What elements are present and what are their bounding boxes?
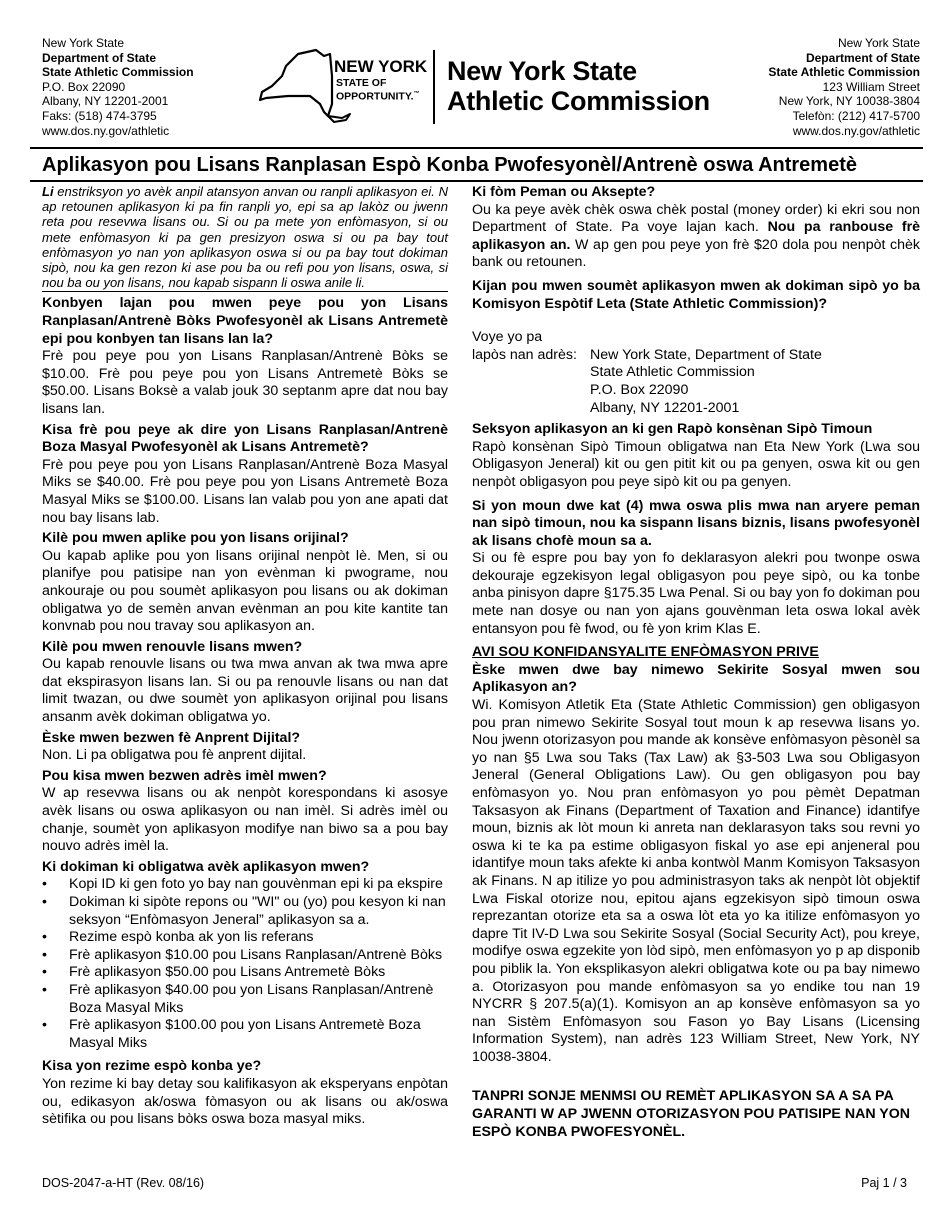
header-right-line: New York State <box>837 36 920 50</box>
header-right-line: Telefòn: (212) 417-5700 <box>792 108 920 123</box>
address-label: lapòs nan adrès: <box>472 346 577 363</box>
question-heading: Èske mwen dwe bay nimewo Sekirite Sosyal mwen sou Aplikasyon an? <box>472 661 920 696</box>
list-item: • Rezime espò konba ak yon lis referans <box>42 929 448 947</box>
answer-text: Frè pou peye pou yon Lisans Ranplasan/Antrenè Boza Masyal Miks se $40.00. Frè pou peye pou yon Lisans Antremetè Boza Masyal Miks se $100.00. Lisans lan valab pou yon ane apati dat nou bay lisans lab. <box>42 456 448 526</box>
header-left-line: Faks: (518) 474-3795 <box>42 108 157 123</box>
question-heading: Kisa yon rezime espò konba ye? <box>42 1058 262 1075</box>
instructions-intro <box>42 184 448 292</box>
header-right-line: Department of State <box>805 50 920 65</box>
agency-title <box>447 56 710 116</box>
header-left-line: Department of State <box>42 50 157 65</box>
privacy-heading: AVI SOU KONFIDANSYALITE ENFÒMASYON PRIVE <box>472 644 819 661</box>
header-left-line: P.O. Box 22090 <box>42 79 126 94</box>
logo-opportunity-word: OPPORTUNITY. <box>336 90 414 103</box>
header-left-line: www.dos.ny.gov/athletic <box>42 123 170 138</box>
answer-emphasis: Nou pa ranbouse frè aplikasyon an. <box>472 219 920 253</box>
address-line: Albany, NY 12201-2001 <box>590 399 740 416</box>
answer-text: Ou kapab renouvle lisans ou twa mwa anvan ak twa mwa apre dat ekspirasyon lisans lan. Si ou pa renouvle lisans ou nan dat limit twazan, ou dwe soumèt yon aplikasyon orijinal pou lisans ansanm avèk dokiman obligatwa yo. <box>42 656 448 726</box>
question-heading: Kilè pou mwen renouvle lisans mwen? <box>42 638 303 655</box>
address-line: P.O. Box 22090 <box>590 381 689 398</box>
header-left-line: New York State <box>42 36 125 50</box>
list-item: • Kopi ID ki gen foto yo bay nan gouvènman epi ki pa ekspire <box>42 876 448 894</box>
intro-lead-word: Li <box>42 184 54 199</box>
header-left-line: Albany, NY 12201-2001 <box>42 94 169 109</box>
question-heading: Pou kisa mwen bezwen adrès imèl mwen? <box>42 767 327 784</box>
answer-part: Ou ka peye avèk chèk oswa chèk postal (money order) ki ekri sou non Department of State. Pa voye lajan kach. <box>472 201 920 236</box>
answer-part: W ap gen pou peye yon frè $20 dola pou nenpòt chèk bank ou retounen. <box>472 236 920 271</box>
question-heading: Kisa frè pou peye ak dire yon Lisans Ranplasan/Antrenè Boza Masyal Pwofesyonèl ak Lisans Antremetè? <box>42 421 448 456</box>
list-item: • Frè aplikasyon $40.00 pou yon Lisans Ranplasan/Antrenè Boza Masyal Miks <box>42 982 448 1017</box>
list-item: • Frè aplikasyon $50.00 pou Lisans Antremetè Bòks <box>42 964 448 982</box>
question-heading: Konbyen lajan pou mwen peye pou yon Lisans Ranplasan/Antrenè Bòks Pwofesyonèl ak Lisans Antremetè epi pou konbyen tan lisans lan la? <box>42 295 448 347</box>
answer-text: Wi. Komisyon Atletik Eta (State Athletic Commission) gen obligasyon pou pran nimewo Sekirite Sosyal tout moun k ap resevwa lisans yo. Nou jwenn otorizasyon pou mande ak konsève enfòmasyon pèsonèl sa yo nan §5 Lwa sou Taks (Tax Law) ak §3-503 Lwa sou Obligasyon Jeneral (General Obligations Law). Ou gen obligasyon pou bay enfòmasyon yo. Nou pran enfòmasyon yo pou pèmèt Depatman Taksasyon ak Finans (Department of Taxation and Finance) idantifye moun, biznis ak lòt moun ki anreta nan deklarasyon taks sou revni yo oswa ki te ka pa estime obligasyon fiskal yo ase epi anjeneral pou idantifye moun taks afekte ki anba kontwòl Manm Komisyon Taksasyon ak Finans. N ap itilize yo pou administrasyon taks ak nenpòt lòt objektif Lwa Fiskal otorize nou, epitou ajans egzekisyon sipò timoun oswa reprezantan otorize eta sa a oswa lòt eta yo ka itilize enfòmasyon yo dapre Tit IV-D Lwa sou Sekirite Sosyal (Social Security Act), pou kreye, modifye oswa egzekite yon lòd sipò, men enfòmasyon yo p ap disponib pou piblik la. Yon eksplikasyon alekri obligatwa kote ou pa bay nimewo a. Otorizasyon pou mande enfòmasyon sa yo endike tou nan 19 NYCRR § 207.5(a)(1). Komisyon an ap konsève enfòmasyon sa yo nan Sistèm Enfòmasyon sou Fason yo Bay Lisans (Licensing Information System), nan adrès 123 William Street, New York, NY 10038-3804. <box>472 697 920 1065</box>
notice-text: TANPRI SONJE MENMSI OU REMÈT APLIKASYON SA A SA PA GARANTI W AP JWENN OTORIZASYON POU PATISIPE NAN YON ESPÒ KONBA PWOFESYONÈL. <box>472 1087 911 1140</box>
header-left-line: State Athletic Commission <box>42 65 194 80</box>
address-line: New York State, Department of State <box>590 346 822 363</box>
agency-title-line-2: Athletic Commission <box>447 86 710 116</box>
answer-text: Frè pou peye pou yon Lisans Ranplasan/Antrenè Bòks se $10.00. Frè pou peye pou yon Lisans Antremetè Bòks se $50.00. Lisans Boksè a valab jouk 30 septanm apre dat nou bay lisans lan. <box>42 348 448 417</box>
agency-title-line-1: New York State <box>447 56 637 86</box>
required-documents-list <box>42 876 448 1052</box>
header-divider <box>30 147 923 149</box>
question-heading: Ki dokiman ki obligatwa avèk aplikasyon mwen? <box>42 858 370 875</box>
answer-text: W ap resevwa lisans ou ak nenpòt korespondans ki asosye avèk lisans ou oswa aplikasyon ou nan imèl. Si adrès imèl ou chanje, soumèt yon aplikasyon modifye nan biwo sa a pou bay nouvo adrès imèl la. <box>42 785 448 855</box>
list-item: • Frè aplikasyon $100.00 pou yon Lisans Antremetè Boza Masyal Miks <box>42 1017 448 1052</box>
right-column <box>472 184 920 1141</box>
answer-text: Rapò konsènan Sipò Timoun obligatwa nan Eta New York (Lwa sou Obligasyon Jeneral) kit ou gen pitit kit ou pa genyen, oswa kit ou gen nenpòt obligasyon pou peye sipò kit ou pa genyen. <box>472 438 920 490</box>
question-heading: Ki fòm Peman ou Aksepte? <box>472 184 656 200</box>
left-column <box>42 184 448 1129</box>
address-line: State Athletic Commission <box>590 364 755 381</box>
logo-state-of-text: STATE OF <box>336 77 387 89</box>
question-heading: Si yon moun dwe kat (4) mwa oswa plis mwa nan aryere peman nan sipò timoun, nou ka sispann lisans biznis, lisans pwofesyonèl ak lisans chofè moun sa a. <box>472 497 920 549</box>
logo-trademark: ™ <box>413 91 420 97</box>
intro-text: enstriksyon yo avèk anpil atansyon anvan ou ranpli aplikasyon ei. N ap retounen aplikasyon ki pa fin ranpli yo, epi sa ap lakòz ou jwenn reta pou resevwa lisans ou. Si ou pa mete yon enfòmasyon, si ou mete enfòmasyon ki pa gen presizyon oswa si ou pa bay tout enfòmasyon yo nan yon aplikasyon oswa si ou pa bay tout dokiman sipò, nou ka gen rezon ki ase pou ba ou refi pou yon lisans, oswa, si nou ba ou yon lisans, nou kapab sispann li oswa anile li. <box>42 184 448 291</box>
question-heading: Èske mwen bezwen fè Anprent Dijital? <box>42 729 301 746</box>
question-heading: Kilè pou mwen aplike pou yon lisans orijinal? <box>42 530 349 547</box>
answer-text: Si ou fè espre pou bay yon fo deklarasyon alekri pou twonpe oswa dekouraje egzekisyon legal obligasyon pou peye sipò, ou ka tonbe anba pinisyon dapre §175.35 Lwa Penal. Si ou bay yon fo dokiman pou mete nan dosye ou nan yon ajans gouvènman leta oswa lokal avèk entansyon pou fè fwod, ou fè yon krim Klas E. <box>472 550 921 637</box>
header-right-line: www.dos.ny.gov/athletic <box>792 123 920 138</box>
list-item: • Dokiman ki sipòte repons ou "WI" ou (yo) pou kesyon ki nan seksyon “Enfòmasyon Jeneral” aplikasyon sa a. <box>42 894 448 929</box>
header-address-right <box>768 36 920 138</box>
header-address-left <box>42 36 194 138</box>
answer-text: Non. Li pa obligatwa pou fè anprent dijital. <box>42 747 307 764</box>
title-divider <box>30 180 923 182</box>
question-heading: Kijan pou mwen soumèt aplikasyon mwen ak dokiman sipò yo ba Komisyon Espòtif Leta (State Athletic Commission)? <box>472 277 920 312</box>
header-right-line: State Athletic Commission <box>768 65 920 80</box>
page-title: Aplikasyon pou Lisans Ranplasan Espò Konba Pwofesyonèl/Antrenè oswa Antremetè <box>42 154 857 176</box>
nys-logo <box>258 46 448 126</box>
answer-text: Ou kapab aplike pou yon lisans orijinal nenpòt lè. Men, si ou planifye pou patisipe nan yon evènman ki pwograme, nou ankouraje ou pou soumèt aplikasyon pou lisans ou ak dokiman obligatwa yo de semèn anvan evènman an pou kite kantite tan konvnab pou nou travay sou aplikasyon an. <box>42 547 448 635</box>
logo-opportunity-text <box>336 89 420 103</box>
header-right-line: 123 William Street <box>822 79 920 94</box>
list-item: • Frè aplikasyon $10.00 pou Lisans Ranplasan/Antrenè Bòks <box>42 947 448 965</box>
mailing-address-block <box>472 329 920 417</box>
form-id: DOS-2047-a-HT (Rev. 08/16) <box>42 1176 205 1190</box>
header-right-line: New York, NY 10038-3804 <box>778 94 920 109</box>
answer-text: Yon rezime ki bay detay sou kalifikasyon ak eksperyans enpòtan ou, edikasyon ak/oswa fòmasyon ou ak lisans ou ak/oswa sètifika ou pou lisans bòks oswa boza masyal miks. <box>42 1075 448 1128</box>
page-number: Paj 1 / 3 <box>861 1176 907 1190</box>
answer-text <box>472 202 920 272</box>
address-row <box>472 347 920 365</box>
address-intro: Voye yo pa <box>472 329 543 346</box>
logo-new-york-text: NEW YORK <box>334 57 428 76</box>
question-heading: Seksyon aplikasyon an ki gen Rapò konsènan Sipò Timoun <box>472 421 873 438</box>
